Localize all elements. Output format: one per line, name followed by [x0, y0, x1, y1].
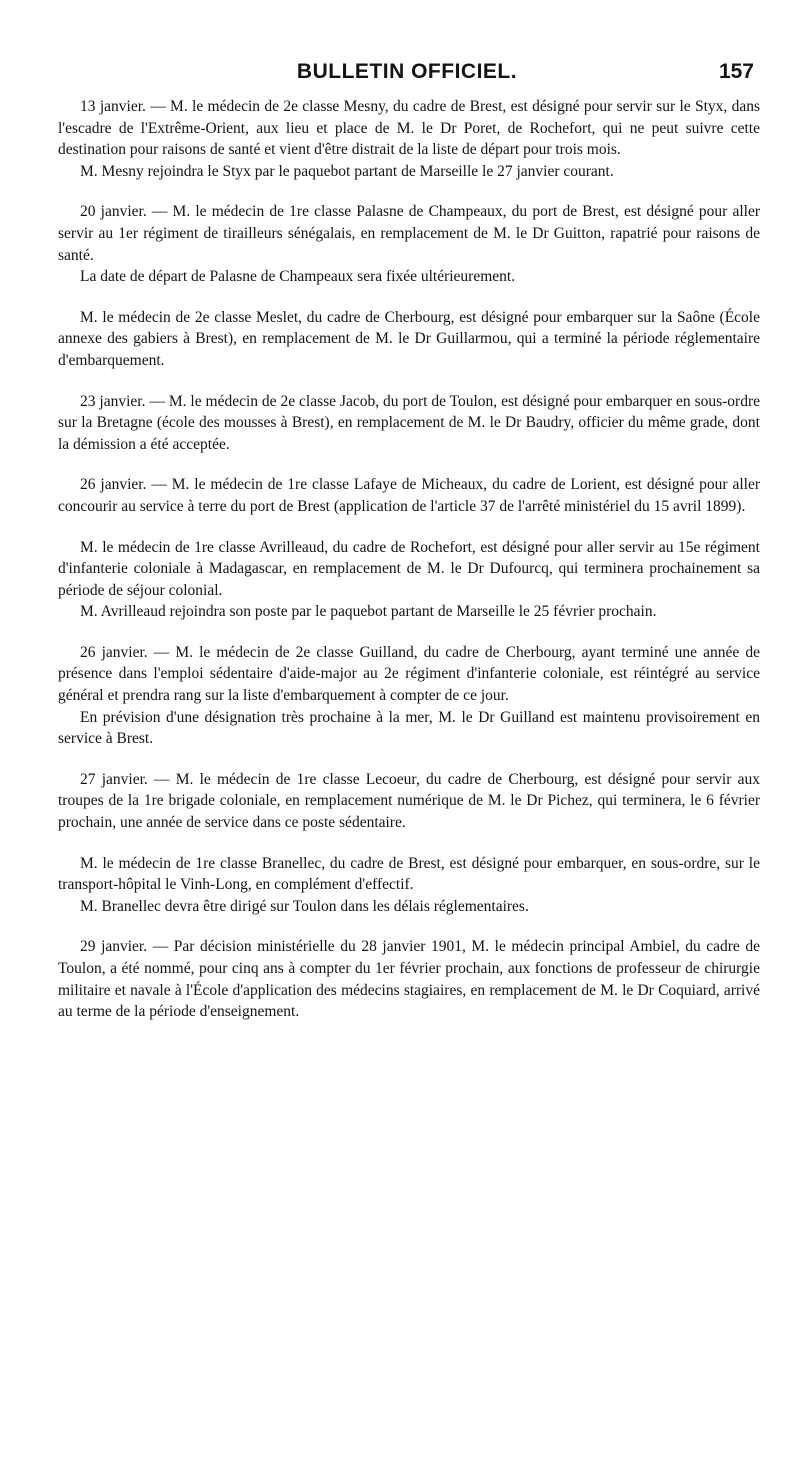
entry-20-janvier [58, 201, 760, 287]
entry-date: 13 janvier. [80, 98, 146, 115]
entry-date: 26 janvier. [80, 643, 148, 661]
bulletin-body [58, 96, 760, 1023]
paragraph-text: — M. le médecin de 1re classe Lecoeur, du cadre de Cherbourg, est désigné pour servir aux troupes de la 1re brigade coloniale, en remplacement numérique de M. le Dr Pichez, qui terminera, le 6 février prochain, une année de service dans ce poste sédentaire. [58, 770, 760, 832]
paragraph [58, 936, 760, 1022]
paragraph-text: — M. le médecin de 2e classe Jacob, du port de Toulon, est désigné pour embarquer en sous-ordre sur la Bretagne (école des mousses à Brest), en remplacement de M. le Dr Baudry, officier du même grade, dont la démission a été acceptée. [58, 392, 761, 453]
paragraph [58, 96, 760, 161]
paragraph [58, 853, 760, 896]
entry-date: 27 janvier. [80, 770, 148, 788]
paragraph [58, 537, 760, 602]
paragraph-text: M. le médecin de 2e classe Meslet, du cadre de Cherbourg, est désigné pour embarquer sur la Saône (École annexe des gabiers à Brest), en remplacement de M. le Dr Guillarmou, qui a terminé la période réglementaire d'embarquement. [58, 308, 760, 369]
entry-avrilleaud [58, 537, 760, 623]
paragraph-text: En prévision d'une désignation très prochaine à la mer, M. le Dr Guilland est maintenu provisoirement en service à Brest. [58, 708, 760, 748]
paragraph-text: — M. le médecin de 2e classe Mesny, du cadre de Brest, est désigné pour servir sur le Styx, dans l'escadre de l'Extrême-Orient, aux lieu et place de M. le Dr Poret, de Rochefort, qui ne peut suivre cette destination pour raisons de santé et vient d'être distrait de la liste de départ pour trois mois. [58, 98, 760, 159]
paragraph-text: La date de départ de Palasne de Champeaux sera fixée ultérieurement. [80, 268, 516, 286]
paragraph-text: — M. le médecin de 1re classe Lafaye de Micheaux, du cadre de Lorient, est désigné pour aller concourir au service à terre du port de Brest (application de l'article 37 de l'arrêté ministériel du 15 avril 1899). [58, 476, 761, 515]
paragraph [58, 391, 760, 456]
paragraph [58, 769, 760, 834]
paragraph [58, 642, 760, 707]
paragraph [58, 474, 760, 517]
entry-branellec [58, 853, 760, 918]
paragraph-text: M. le médecin de 1re classe Branellec, du cadre de Brest, est désigné pour embarquer, en sous-ordre, sur le transport-hôpital le Vinh-Long, en complément d'effectif. [58, 854, 760, 894]
paragraph-text: M. Avrilleaud rejoindra son poste par le paquebot partant de Marseille le 25 février prochain. [80, 603, 657, 621]
paragraph-text: — Par décision ministérielle du 28 janvier 1901, M. le médecin principal Ambiel, du cadre de Toulon, a été nommé, pour cinq ans à compter du 1er février prochain, aux fonctions de professeur de chirurgie militaire et navale à l'École d'application des médecins stagiaires, en remplacement de M. le Dr Coquiard, arrivé au terme de la période d'enseignement. [58, 938, 760, 1021]
entry-26-janvier-guilland [58, 642, 760, 750]
paragraph-text: M. Branellec devra être dirigé sur Toulon dans les délais réglementaires. [80, 897, 529, 915]
paragraph [58, 201, 760, 266]
paragraph-text: — M. le médecin de 1re classe Palasne de Champeaux, du port de Brest, est désigné pour aller servir au 1er régiment de tirailleurs sénégalais, en remplacement de M. le Dr Guitton, rapatrié pour raisons de santé. [58, 203, 760, 264]
entry-23-janvier [58, 391, 760, 456]
entry-date: 29 janvier. [80, 938, 148, 956]
paragraph-text: — M. le médecin de 2e classe Guilland, du cadre de Cherbourg, ayant terminé une année de présence dans l'emploi sédentaire d'aide-major au 2e régiment d'infanterie coloniale, est réintégré au service général et prendra rang sur la liste d'embarquement à compter de ce jour. [58, 643, 761, 705]
paragraph-text: M. Mesny rejoindra le Styx par le paquebot partant de Marseille le 27 janvier courant. [80, 162, 614, 180]
paragraph [58, 707, 760, 750]
entry-date: 23 janvier. [80, 392, 146, 410]
paragraph [58, 601, 760, 623]
entry-29-janvier [58, 936, 760, 1022]
entry-13-janvier [58, 96, 760, 182]
paragraph-text: M. le médecin de 1re classe Avrilleaud, du cadre de Rochefort, est désigné pour aller servir au 15e régiment d'infanterie coloniale à Madagascar, en remplacement de M. le Dr Dufourcq, qui terminera prochainement sa période de séjour colonial. [58, 538, 760, 599]
page-header [60, 58, 754, 92]
bulletin-title: BULLETIN OFFICIEL. [296, 60, 518, 83]
paragraph [58, 161, 760, 183]
entry-27-janvier [58, 769, 760, 834]
entry-date: 20 janvier. [80, 203, 147, 221]
page-number: 157 [718, 60, 754, 83]
entry-meslet [58, 307, 760, 372]
paragraph [58, 896, 760, 918]
entry-date: 26 janvier. [80, 476, 147, 494]
paragraph [58, 266, 760, 288]
paragraph [58, 307, 760, 372]
entry-26-janvier-lafaye [58, 474, 760, 517]
